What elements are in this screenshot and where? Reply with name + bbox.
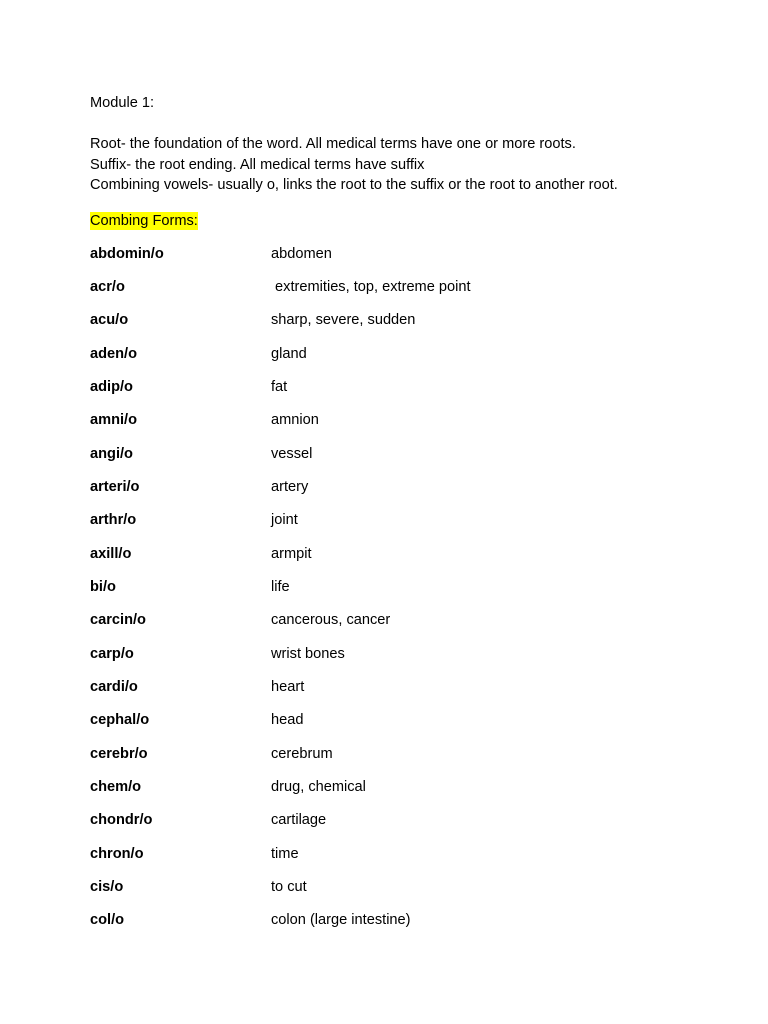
section-heading-highlighted: Combing Forms: bbox=[90, 212, 198, 229]
combining-forms-list bbox=[90, 244, 710, 944]
term-root: carp/o bbox=[90, 645, 134, 662]
term-root: cardi/o bbox=[90, 678, 138, 695]
term-row bbox=[90, 810, 710, 843]
term-meaning: extremities, top, extreme point bbox=[271, 278, 471, 295]
term-row bbox=[90, 844, 710, 877]
definition-suffix: Suffix- the root ending. All medical terms have suffix bbox=[90, 156, 425, 173]
term-row bbox=[90, 444, 710, 477]
term-root: amni/o bbox=[90, 412, 138, 429]
term-meaning: sharp, severe, sudden bbox=[271, 312, 416, 329]
term-row bbox=[90, 244, 710, 277]
term-root: bi/o bbox=[90, 578, 116, 595]
section-heading-row bbox=[90, 211, 710, 231]
term-row bbox=[90, 744, 710, 777]
term-row bbox=[90, 644, 710, 677]
term-meaning: life bbox=[271, 578, 290, 595]
term-root: chondr/o bbox=[90, 812, 153, 829]
term-row bbox=[90, 477, 710, 510]
term-root: aden/o bbox=[90, 345, 138, 362]
term-row bbox=[90, 377, 710, 410]
term-root: angi/o bbox=[90, 445, 133, 462]
definition-root: Root- the foundation of the word. All medical terms have one or more roots. bbox=[90, 136, 576, 152]
term-root: cerebr/o bbox=[90, 745, 148, 762]
term-row bbox=[90, 344, 710, 377]
term-root: acu/o bbox=[90, 312, 129, 329]
term-root: cephal/o bbox=[90, 712, 150, 729]
document-page bbox=[90, 93, 710, 944]
definitions-block bbox=[90, 134, 710, 196]
term-meaning: cancerous, cancer bbox=[271, 612, 391, 629]
term-root: chron/o bbox=[90, 845, 144, 862]
term-row bbox=[90, 310, 710, 343]
term-row bbox=[90, 710, 710, 743]
term-meaning: armpit bbox=[271, 545, 312, 562]
term-root: axill/o bbox=[90, 545, 132, 562]
term-row bbox=[90, 277, 710, 310]
module-title: Module 1: bbox=[90, 95, 155, 111]
definition-combining-vowels: Combining vowels- usually o, links the root to the suffix or the root to another root. bbox=[90, 177, 618, 193]
term-meaning: fat bbox=[271, 378, 288, 395]
term-meaning: head bbox=[271, 712, 304, 729]
term-meaning: joint bbox=[271, 512, 298, 529]
term-row bbox=[90, 677, 710, 710]
term-row bbox=[90, 577, 710, 610]
term-root: col/o bbox=[90, 912, 125, 929]
term-meaning: colon (large intestine) bbox=[271, 912, 411, 929]
term-meaning: amnion bbox=[271, 412, 319, 429]
term-row bbox=[90, 410, 710, 443]
term-root: chem/o bbox=[90, 779, 142, 795]
term-root: acr/o bbox=[90, 278, 125, 295]
term-root: abdomin/o bbox=[90, 245, 164, 262]
term-row bbox=[90, 510, 710, 543]
term-root: carcin/o bbox=[90, 612, 146, 629]
term-meaning: cerebrum bbox=[271, 745, 333, 762]
term-meaning: artery bbox=[271, 478, 309, 495]
term-root: arteri/o bbox=[90, 478, 140, 495]
term-root: adip/o bbox=[90, 378, 133, 395]
term-meaning: cartilage bbox=[271, 812, 327, 829]
term-meaning: time bbox=[271, 845, 299, 862]
term-row bbox=[90, 777, 710, 810]
term-row bbox=[90, 910, 710, 943]
term-row bbox=[90, 877, 710, 910]
term-root: arthr/o bbox=[90, 512, 137, 529]
term-root: cis/o bbox=[90, 879, 124, 896]
term-meaning: abdomen bbox=[271, 245, 332, 262]
term-row bbox=[90, 610, 710, 643]
term-meaning: wrist bones bbox=[271, 645, 345, 662]
term-meaning: vessel bbox=[271, 445, 313, 462]
term-meaning: to cut bbox=[271, 879, 307, 896]
term-meaning: drug, chemical bbox=[271, 779, 366, 795]
term-meaning: heart bbox=[271, 678, 305, 695]
term-row bbox=[90, 544, 710, 577]
term-meaning: gland bbox=[271, 345, 307, 362]
